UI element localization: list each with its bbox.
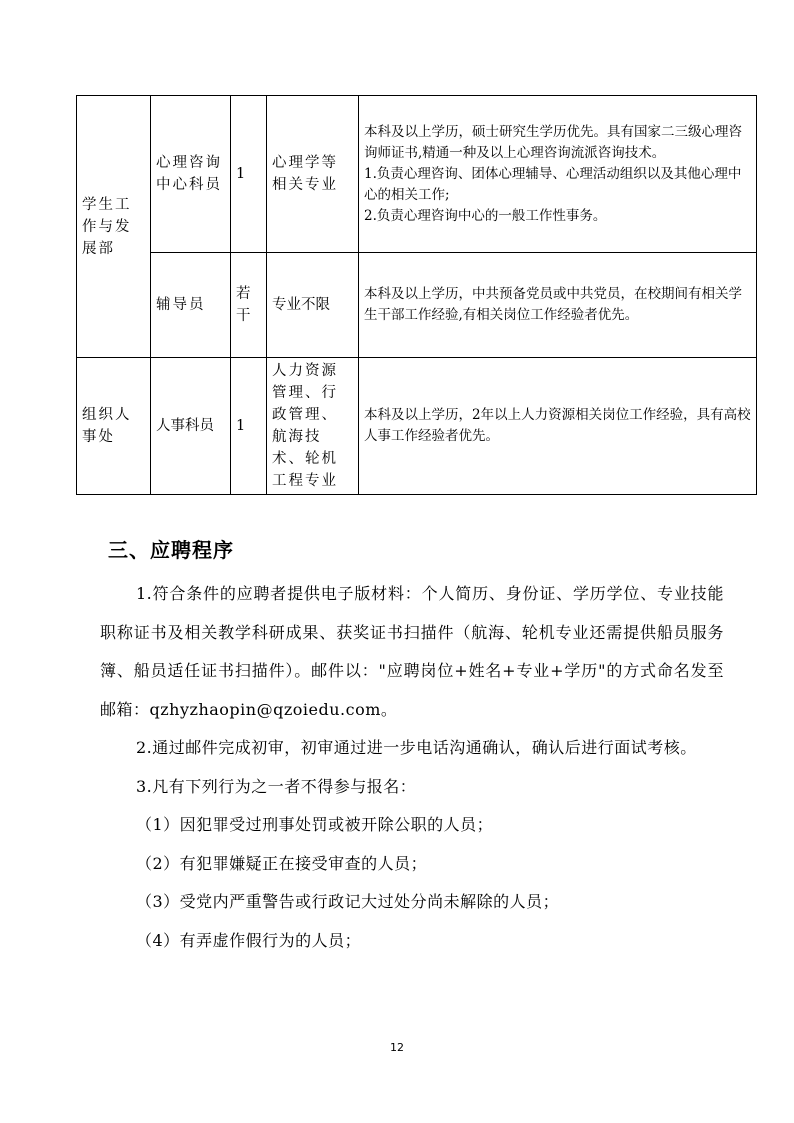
requirements-cell	[359, 96, 757, 253]
major-cell: 心理学等相关专业	[267, 96, 359, 253]
department-cell: 学生工作与发展部	[77, 96, 151, 358]
requirement-line: 本科及以上学历，中共预备党员或中共党员，在校期间有相关学生干部工作经验,有相关岗位工作经验者优先。	[364, 286, 742, 323]
requirement-line: 2.负责心理咨询中心的一般工作性事务。	[364, 207, 607, 224]
table-row	[77, 358, 757, 495]
requirements-cell	[359, 358, 757, 495]
table-row	[77, 96, 757, 253]
section-heading: 三、应聘程序	[108, 538, 234, 562]
position-cell: 心理咨询中心科员	[151, 96, 231, 253]
requirement-line: 1.负责心理咨询、团体心理辅导、心理活动组织以及其他心理中心的相关工作;	[364, 165, 742, 203]
recruitment-table	[76, 95, 757, 495]
department-cell: 组织人事处	[77, 358, 151, 495]
list-item: （1）因犯罪受过刑事处罚或被开除公职的人员；	[136, 815, 494, 834]
requirement-line: 本科及以上学历，硕士研究生学历优先。具有国家二三级心理咨询师证书,精通一种及以上心理咨询流派咨询技术。	[364, 123, 742, 161]
requirement-line: 本科及以上学历，2年以上人力资源相关岗位工作经验，具有高校人事工作经验者优先。	[364, 407, 751, 444]
count-cell: 1	[231, 358, 267, 495]
table-row	[77, 253, 757, 358]
list-item: （4）有弄虚作假行为的人员；	[136, 930, 362, 950]
major-cell: 专业不限	[267, 253, 359, 358]
section-body	[100, 575, 724, 960]
list-item: （3）受党内严重警告或行政记大过处分尚未解除的人员；	[136, 892, 560, 911]
paragraph: 1.符合条件的应聘者提供电子版材料：个人简历、身份证、学历学位、专业技能职称证书及相关教学科研成果、获奖证书扫描件（航海、轮机专业还需提供船员服务簿、船员适任证书扫描件）。邮件以："应聘岗位+姓名+专业+学历"的方式命名发至邮箱：qzhyzhaopin@qzoiedu.com。	[100, 584, 724, 719]
paragraph: 2.通过邮件完成初审，初审通过进一步电话沟通确认，确认后进行面试考核。	[136, 738, 697, 757]
requirements-cell	[359, 253, 757, 358]
paragraph: 3.凡有下列行为之一者不得参与报名：	[136, 776, 417, 796]
major-cell: 人力资源管理、行政管理、航海技术、轮机工程专业	[267, 358, 359, 495]
position-cell: 人事科员	[151, 358, 231, 495]
count-cell: 1	[231, 96, 267, 253]
position-cell: 辅导员	[151, 253, 231, 358]
page-number: 12	[390, 1041, 404, 1054]
count-cell: 若干	[231, 253, 267, 358]
list-item: （2）有犯罪嫌疑正在接受审查的人员；	[136, 853, 428, 873]
